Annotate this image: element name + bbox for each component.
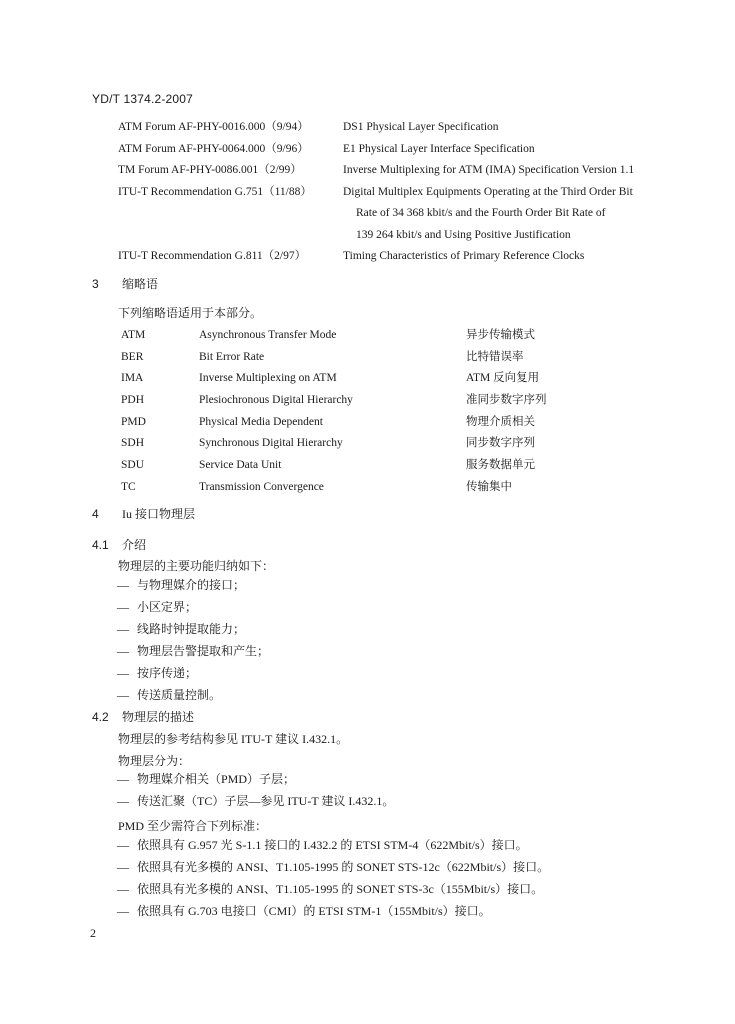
abbr-chinese: 比特错误率 bbox=[466, 350, 524, 363]
reference-row bbox=[118, 139, 678, 161]
abbr-chinese: 准同步数字序列 bbox=[466, 394, 547, 407]
normative-references bbox=[118, 117, 678, 268]
sublayer-list bbox=[117, 768, 394, 812]
list-item: — 依照具有光多模的 ANSI、T1.105-1995 的 SONET STS-12c（622Mbit/s）接口。 bbox=[117, 856, 549, 878]
section-4-heading bbox=[92, 505, 195, 522]
reference-source: ATM Forum AF-PHY-0016.000（9/94） bbox=[118, 121, 309, 133]
list-dash: — bbox=[117, 622, 129, 636]
reference-title: Digital Multiplex Equipments Operating at the Third Order Bit bbox=[343, 185, 633, 198]
abbr-term: PDH bbox=[121, 394, 145, 407]
function-list bbox=[117, 574, 269, 706]
abbr-english: Bit Error Rate bbox=[199, 350, 265, 363]
list-dash: — bbox=[117, 578, 129, 592]
abbr-chinese: 异步传输模式 bbox=[466, 329, 535, 341]
abbr-term: PMD bbox=[121, 415, 146, 428]
section-title: Iu 接口物理层 bbox=[122, 507, 195, 521]
abbr-term: BER bbox=[121, 350, 144, 363]
abbreviation-row bbox=[121, 347, 601, 369]
page-number: 2 bbox=[90, 926, 96, 940]
list-dash: — bbox=[117, 838, 129, 852]
reference-title: DS1 Physical Layer Specification bbox=[343, 121, 499, 133]
reference-title: E1 Physical Layer Interface Specification bbox=[343, 142, 535, 155]
list-item: — 物理层告警提取和产生； bbox=[117, 640, 269, 662]
reference-title-continued: Rate of 34 368 kbit/s and the Fourth Order Bit Rate of bbox=[356, 207, 606, 219]
abbreviation-row bbox=[121, 412, 601, 434]
abbreviation-row bbox=[121, 477, 601, 499]
abbr-english: Synchronous Digital Hierarchy bbox=[199, 437, 343, 450]
abbr-english: Inverse Multiplexing on ATM bbox=[199, 372, 337, 385]
list-dash: — bbox=[117, 772, 129, 786]
standard-code-header: YD/T 1374.2-2007 bbox=[92, 92, 194, 106]
list-item: — 依照具有 G.957 光 S-1.1 接口的 I.432.2 的 ETSI STM-4（622Mbit/s）接口。 bbox=[117, 834, 549, 856]
abbr-term: ATM bbox=[121, 329, 146, 341]
abbreviation-row bbox=[121, 368, 601, 390]
list-item: — 与物理媒介的接口； bbox=[117, 574, 269, 596]
abbreviations-intro: 下列缩略语适用于本部分。 bbox=[118, 306, 263, 320]
section-title: 物理层的描述 bbox=[122, 710, 195, 724]
list-item: — 依照具有 G.703 电接口（CMI）的 ETSI STM-1（155Mbit/s）接口。 bbox=[117, 900, 549, 922]
abbreviation-row bbox=[121, 325, 601, 347]
list-item: — 按序传递； bbox=[117, 662, 269, 684]
list-item: — 物理媒介相关（PMD）子层； bbox=[117, 768, 394, 790]
abbr-term: SDH bbox=[121, 437, 145, 450]
list-item: — 传送汇聚（TC）子层—参见 ITU-T 建议 I.432.1。 bbox=[117, 790, 394, 812]
list-dash: — bbox=[117, 860, 129, 874]
abbr-term: TC bbox=[121, 480, 136, 493]
abbr-term: SDU bbox=[121, 459, 145, 472]
section-number: 4.2 bbox=[92, 710, 109, 724]
list-item: — 传送质量控制。 bbox=[117, 684, 269, 706]
reference-source: ITU-T Recommendation G.751（11/88） bbox=[118, 185, 312, 198]
section-number: 3 bbox=[92, 277, 99, 291]
abbreviation-row bbox=[121, 433, 601, 455]
list-item: — 小区定界； bbox=[117, 596, 269, 618]
list-dash: — bbox=[117, 882, 129, 896]
section-title: 介绍 bbox=[122, 538, 147, 552]
reference-source: TM Forum AF-PHY-0086.001（2/99） bbox=[118, 164, 302, 176]
list-dash: — bbox=[117, 644, 129, 658]
abbr-english: Asynchronous Transfer Mode bbox=[199, 329, 337, 341]
section-4-2-heading bbox=[92, 708, 194, 725]
abbr-english: Physical Media Dependent bbox=[199, 415, 323, 428]
abbr-term: IMA bbox=[121, 372, 144, 385]
reference-title: Timing Characteristics of Primary Reference Clocks bbox=[343, 250, 585, 262]
list-dash: — bbox=[117, 666, 129, 680]
list-dash: — bbox=[117, 794, 129, 808]
list-item: — 依照具有光多模的 ANSI、T1.105-1995 的 SONET STS-3c（155Mbit/s）接口。 bbox=[117, 878, 549, 900]
reference-structure-text: 物理层的参考结构参见 ITU-T 建议 I.432.1。 bbox=[118, 732, 349, 746]
section-4-1-heading bbox=[92, 536, 146, 553]
reference-source: ATM Forum AF-PHY-0064.000（9/96） bbox=[118, 142, 309, 155]
abbreviation-table bbox=[121, 325, 601, 499]
abbr-english: Transmission Convergence bbox=[199, 480, 324, 493]
list-dash: — bbox=[117, 688, 129, 702]
abbr-chinese: 传输集中 bbox=[466, 480, 512, 493]
pmd-requirement-text: PMD 至少需符合下列标准： bbox=[118, 819, 268, 833]
reference-title: Inverse Multiplexing for ATM (IMA) Specification Version 1.1 bbox=[343, 164, 635, 176]
abbr-english: Plesiochronous Digital Hierarchy bbox=[199, 394, 353, 407]
section-title: 缩略语 bbox=[122, 277, 159, 291]
abbr-chinese: 物理介质相关 bbox=[466, 415, 535, 428]
reference-source: ITU-T Recommendation G.811（2/97） bbox=[118, 250, 307, 262]
list-dash: — bbox=[117, 904, 129, 918]
abbr-chinese: 同步数字序列 bbox=[466, 437, 535, 450]
section-number: 4.1 bbox=[92, 538, 109, 552]
reference-row bbox=[118, 117, 678, 139]
section-number: 4 bbox=[92, 507, 99, 521]
list-dash: — bbox=[117, 600, 129, 614]
functions-intro: 物理层的主要功能归纳如下： bbox=[118, 559, 275, 573]
pmd-standard-list bbox=[117, 834, 549, 922]
abbr-english: Service Data Unit bbox=[199, 459, 282, 472]
layer-division-text: 物理层分为： bbox=[118, 754, 191, 768]
abbreviation-row bbox=[121, 390, 601, 412]
abbr-chinese: 服务数据单元 bbox=[466, 459, 535, 472]
abbr-chinese: ATM 反向复用 bbox=[466, 372, 540, 385]
reference-row bbox=[118, 182, 678, 247]
list-item: — 线路时钟提取能力； bbox=[117, 618, 269, 640]
section-3-heading bbox=[92, 275, 158, 292]
reference-row bbox=[118, 246, 678, 268]
reference-title-continued: 139 264 kbit/s and Using Positive Justification bbox=[356, 228, 571, 241]
reference-row bbox=[118, 160, 678, 182]
abbreviation-row bbox=[121, 455, 601, 477]
